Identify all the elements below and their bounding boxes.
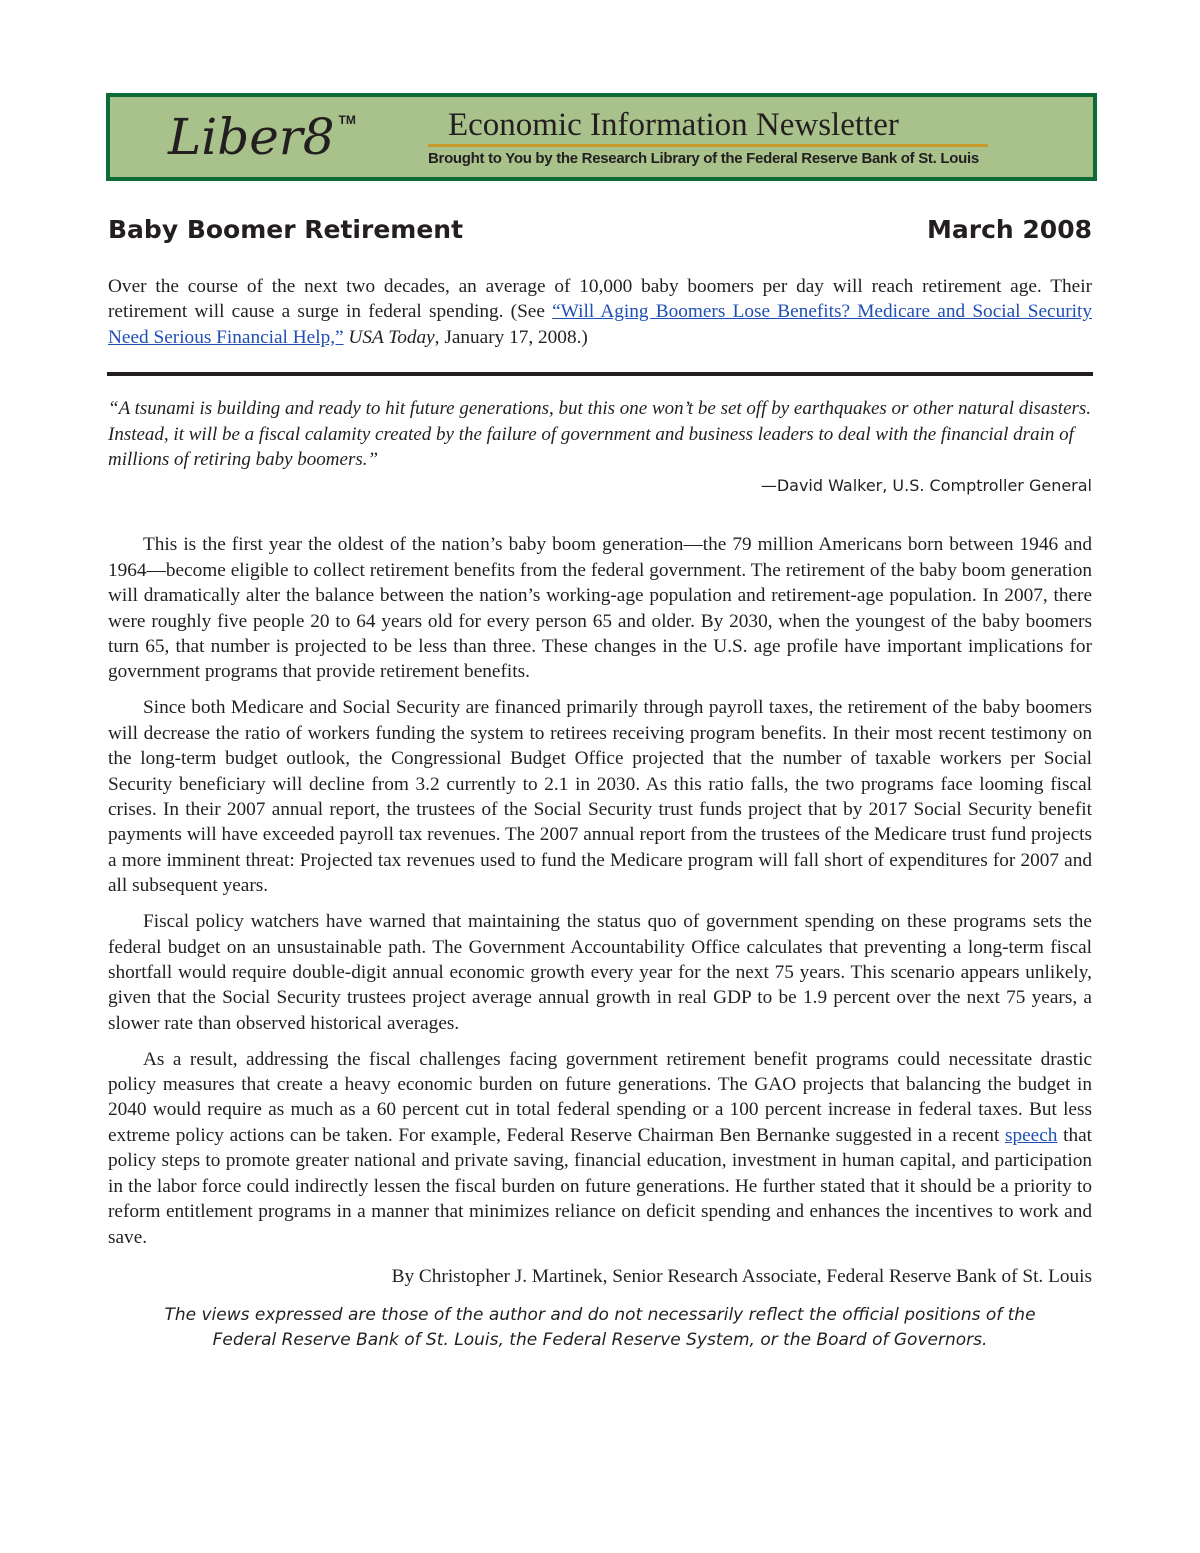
disclaimer-line: Federal Reserve Bank of St. Louis, the Federal Reserve System, or the Board of Governors. bbox=[212, 1330, 988, 1351]
body-paragraph: Since both Medicare and Social Security are financed primarily through payroll taxes, the retirement of the baby boomers will decrease the ratio of workers funding the system to retirees receiving program benefits. In their most recent testimony on the long-term budget outlook, the Congressional Budget Office projected that the number of taxable workers per Social Security beneficiary will decline from 3.2 currently to 2.1 in 2030. As this ratio falls, the two programs face looming fiscal crises. In their 2007 annual report, the trustees of the Social Security trust funds project that by 2017 Social Security benefit payments will have exceeded payroll tax revenues. The 2007 annual report from the trustees of the Medicare trust fund projects a more imminent threat: Projected tax revenues used to fund the Medicare program will fall short of expenditures for 2007 and all subsequent years. bbox=[108, 697, 1092, 897]
source-publication: USA Today bbox=[348, 326, 435, 348]
speech-link[interactable]: speech bbox=[1004, 1124, 1058, 1146]
pull-quote: “A tsunami is building and ready to hit future generations, but this one won’t be set off by earthquakes or other natural disasters. Instead, it will be a fiscal calamity created by the failure of government and business leaders to deal with the financial drain of millions of retiring baby boomers.” bbox=[108, 398, 1092, 471]
intro-paragraph bbox=[108, 274, 1092, 350]
gold-divider bbox=[428, 144, 988, 147]
article bbox=[108, 214, 1092, 1353]
quote-attribution: —David Walker, U.S. Comptroller General bbox=[760, 476, 1092, 496]
author-byline: By Christopher J. Martinek, Senior Research Associate, Federal Reserve Bank of St. Louis bbox=[391, 1265, 1092, 1287]
article-title: Baby Boomer Retirement bbox=[108, 215, 464, 244]
banner-subtitle: Brought to You by the Research Library of the Federal Reserve Bank of St. Louis bbox=[428, 149, 979, 167]
body-paragraph: Fiscal policy watchers have warned that maintaining the status quo of government spending on these programs sets the federal budget on an unsustainable path. The Government Accountability Office calculates that preventing a long-term fiscal shortfall would require double-digit annual economic growth every year for the next 75 years. This scenario appears unlikely, given that the Social Security trustees project average annual growth in real GDP to be 1.9 percent over the next 75 years, a slower rate than observed historical averages. bbox=[108, 911, 1092, 1034]
body-paragraph: This is the first year the oldest of the nation’s baby boom generation—the 79 million Americans born between 1946 and 1964—become eligible to collect retirement benefits from the federal government. The retirement of the baby boom generation will dramatically alter the balance between the nation’s working-age population and retirement-age population. In 2007, there were roughly five people 20 to 64 years old for every person 65 and older. By 2030, when the youngest of the baby boomers turn 65, that number is projected to be less than three. These changes in the U.S. age profile have important implications for government programs that provide retirement benefits. bbox=[108, 534, 1092, 683]
disclaimer bbox=[0, 1303, 1200, 1353]
banner-text bbox=[428, 107, 988, 168]
trademark: TM bbox=[338, 113, 356, 127]
article-body bbox=[108, 532, 1092, 1249]
body-paragraph bbox=[108, 1047, 1092, 1250]
intro-text-end: , January 17, 2008.) bbox=[434, 326, 588, 348]
newsletter-banner bbox=[106, 93, 1097, 181]
liber8-logo: Liber8 bbox=[168, 108, 335, 166]
disclaimer-line: The views expressed are those of the author and do not necessarily reflect the official positions of the bbox=[164, 1305, 1036, 1326]
issue-date: March 2008 bbox=[927, 215, 1092, 244]
newsletter-title: Economic Information Newsletter bbox=[448, 106, 899, 143]
intro-text: Over the course of the next two decades, an average of 10,000 baby boomers per day will reach retirement age. Their retirement will cause a surge in federal spending. (See bbox=[108, 276, 1092, 323]
section-divider bbox=[107, 372, 1093, 376]
logo-group bbox=[168, 107, 418, 167]
body-text: As a result, addressing the fiscal challenges facing government retirement benefit programs could necessitate drastic policy measures that create a heavy economic burden on future generations. The GAO projects that balancing the budget in 2040 would require as much as a 60 percent cut in total federal spending or a 100 percent increase in federal taxes. But less extreme policy actions can be taken. For example, Federal Reserve Chairman Ben Bernanke suggested in a recent bbox=[108, 1048, 1092, 1146]
article-header bbox=[108, 214, 1092, 246]
usa-today-article-link[interactable]: “Will Aging Boomers Lose Benefits? Medicare and Social Security Need Serious Financial Help,” bbox=[108, 301, 1092, 348]
body-text: that policy steps to promote greater national and private saving, financial education, investment in human capital, and participation in the labor force could indirectly lessen the fiscal burden on future generations. He further stated that it should be a priority to reform entitlement programs in a manner that minimizes reliance on deficit spending and enhances the incentives to work and save. bbox=[108, 1124, 1092, 1248]
